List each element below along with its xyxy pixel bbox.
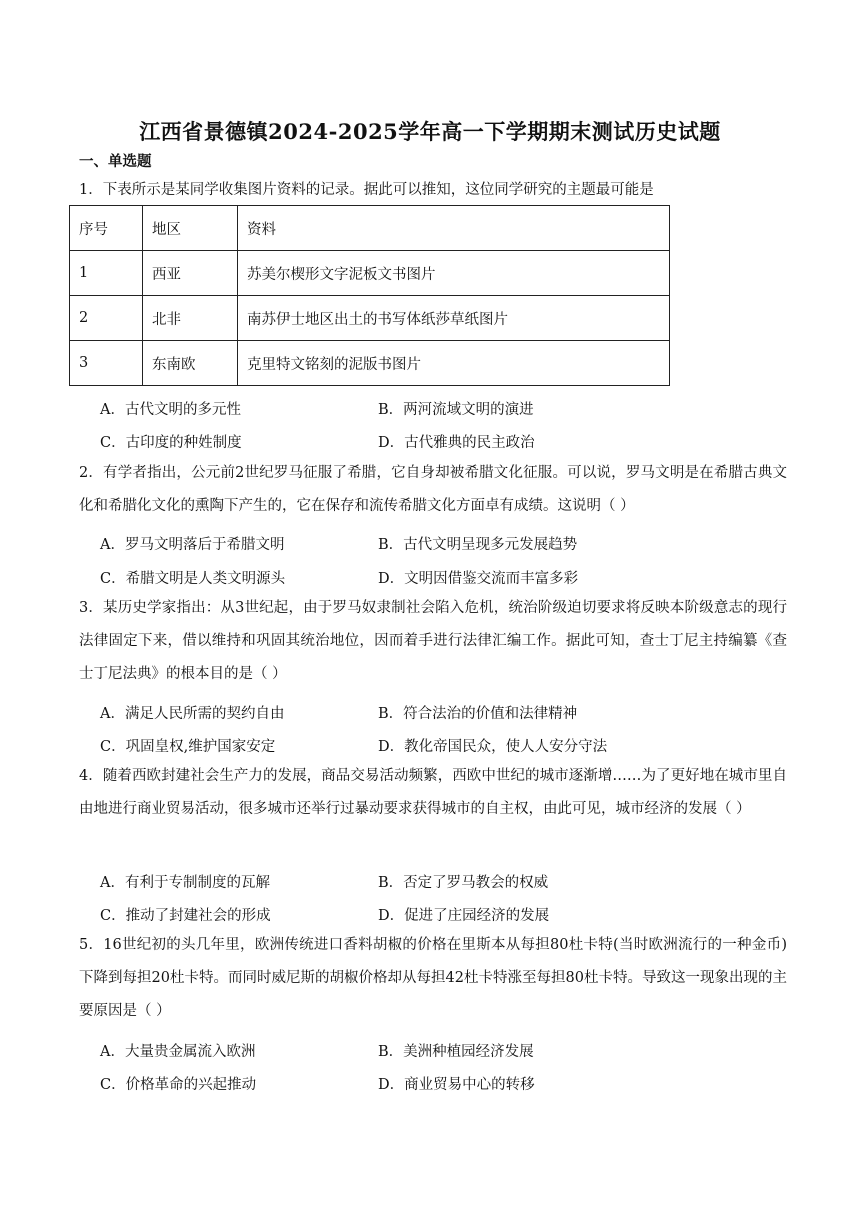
- q3-option-c[interactable]: C．巩固皇权,维护国家安定: [100, 739, 276, 755]
- table-cell: 东南欧: [143, 341, 238, 386]
- page-title: 江西省景德镇2024-2025学年高一下学期期末测试历史试题: [139, 119, 721, 144]
- resource-table: [69, 205, 670, 386]
- table-row: [70, 296, 670, 341]
- q5-option-a[interactable]: A．大量贵金属流入欧洲: [100, 1044, 256, 1060]
- table-cell: 苏美尔楔形文字泥板文书图片: [238, 251, 670, 296]
- q3-option-a[interactable]: A．满足人民所需的契约自由: [100, 706, 285, 722]
- question-3-stem: 3．某历史学家指出：从3世纪起，由于罗马奴隶制社会陷入危机，统治阶级迫切要求将反映本阶级意志的现行法律固定下来，借以维持和巩固其统治地位，因而着手进行法律汇编工作。据此可知，查士丁尼主持编纂《查士丁尼法典》的根本目的是（ ）: [79, 600, 787, 682]
- table-header-cell: 序号: [70, 206, 143, 251]
- q3-option-b[interactable]: B．符合法治的价值和法律精神: [378, 706, 578, 722]
- question-1-stem: 1．下表所示是某同学收集图片资料的记录。据此可以推知，这位同学研究的主题最可能是: [79, 182, 654, 198]
- q2-option-a[interactable]: A．罗马文明落后于希腊文明: [100, 537, 285, 553]
- table-cell: 南苏伊士地区出土的书写体纸莎草纸图片: [238, 296, 670, 341]
- table-cell: 克里特文铭刻的泥版书图片: [238, 341, 670, 386]
- table-cell: 2: [70, 296, 143, 341]
- q1-option-c[interactable]: C．古印度的种姓制度: [100, 435, 242, 451]
- q2-option-c[interactable]: C．希腊文明是人类文明源头: [100, 571, 286, 587]
- q1-option-b[interactable]: B．两河流域文明的演进: [378, 402, 534, 418]
- table-cell: 西亚: [143, 251, 238, 296]
- table-header-cell: 资料: [238, 206, 670, 251]
- q4-option-b[interactable]: B．否定了罗马教会的权威: [378, 875, 549, 891]
- q1-option-d[interactable]: D．古代雅典的民主政治: [378, 435, 535, 451]
- q3-option-d[interactable]: D．教化帝国民众，使人人安分守法: [378, 739, 608, 755]
- question-4-stem: 4．随着西欧封建社会生产力的发展，商品交易活动频繁，西欧中世纪的城市逐渐增……为了更好地在城市里自由地进行商业贸易活动，很多城市还举行过暴动要求获得城市的自主权，由此可见，城市经济的发展（ ）: [79, 768, 787, 817]
- question-2-stem: 2．有学者指出，公元前2世纪罗马征服了希腊，它自身却被希腊文化征服。可以说，罗马文明是在希腊古典文化和希腊化文化的熏陶下产生的，它在保存和流传希腊文化方面卓有成绩。这说明（ ）: [79, 465, 787, 514]
- table-cell: 1: [70, 251, 143, 296]
- q5-option-c[interactable]: C．价格革命的兴起推动: [100, 1077, 257, 1093]
- q4-option-c[interactable]: C．推动了封建社会的形成: [100, 908, 271, 924]
- question-5-stem: 5．16世纪初的头几年里，欧洲传统进口香料胡椒的价格在里斯本从每担80杜卡特(当时欧洲流行的一种金币)下降到每担20杜卡特。而同时威尼斯的胡椒价格却从每担42杜卡特涨至每担80杜卡特。导致这一现象出现的主要原因是（ ）: [79, 937, 787, 1019]
- table-cell: 3: [70, 341, 143, 386]
- table-row: [70, 251, 670, 296]
- q4-option-d[interactable]: D．促进了庄园经济的发展: [378, 908, 550, 924]
- table-cell: 北非: [143, 296, 238, 341]
- q5-option-b[interactable]: B．美洲种植园经济发展: [378, 1044, 534, 1060]
- q4-option-a[interactable]: A．有利于专制制度的瓦解: [100, 875, 270, 891]
- table-row: [70, 341, 670, 386]
- q5-option-d[interactable]: D．商业贸易中心的转移: [378, 1077, 535, 1093]
- table-header-row: [70, 206, 670, 251]
- table-header-cell: 地区: [143, 206, 238, 251]
- q1-option-a[interactable]: A．古代文明的多元性: [100, 402, 241, 418]
- q2-option-b[interactable]: B．古代文明呈现多元发展趋势: [378, 537, 578, 553]
- section-heading: 一、单选题: [79, 153, 152, 170]
- q2-option-d[interactable]: D．文明因借鉴交流而丰富多彩: [378, 571, 579, 587]
